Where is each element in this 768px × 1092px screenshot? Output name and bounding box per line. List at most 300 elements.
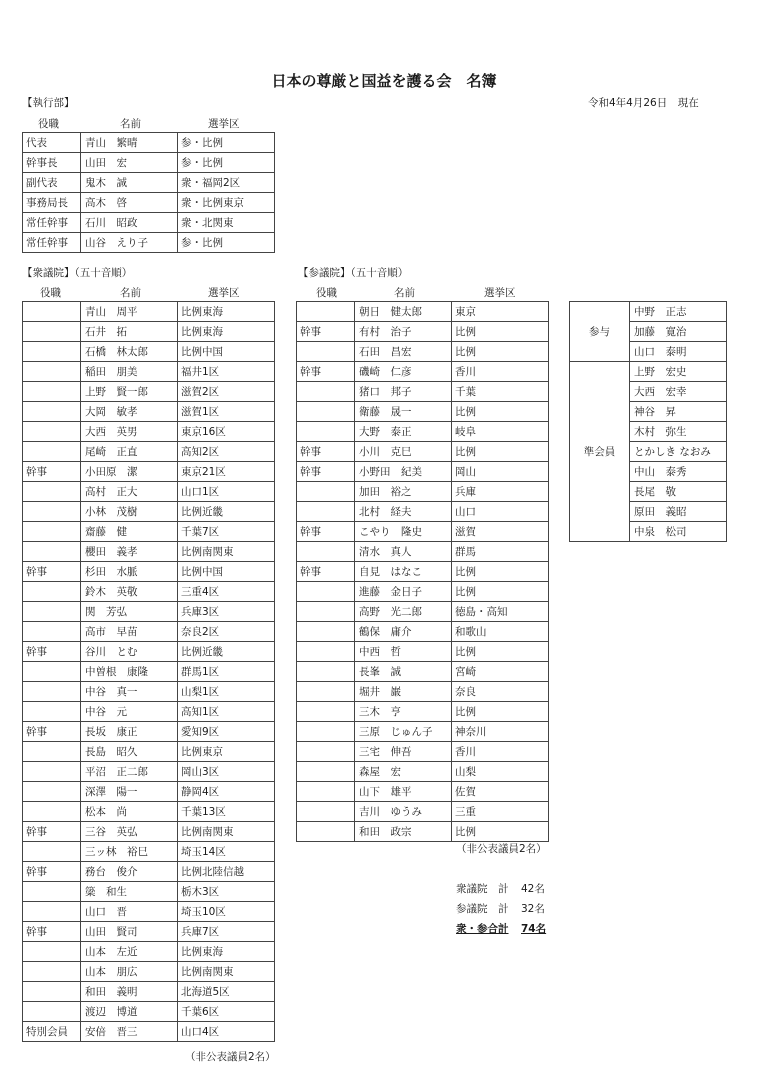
shugiin-row	[23, 742, 275, 762]
shugiin-row	[23, 702, 275, 722]
shugiin-section-label: 【衆議院】（五十音順）	[22, 267, 133, 279]
sangiin-name-cell: 猪口 邦子	[355, 382, 452, 402]
shugiin-district-cell: 三重4区	[178, 582, 275, 602]
shugiin-table	[22, 301, 275, 1042]
shugiin-district-cell: 山口4区	[178, 1022, 275, 1042]
shugiin-header-name: 名前	[120, 287, 141, 299]
shugiin-row	[23, 882, 275, 902]
shugiin-row	[23, 562, 275, 582]
shugiin-name-cell: 中谷 元	[81, 702, 178, 722]
exec-district-cell: 参・比例	[178, 153, 275, 173]
sangiin-name-cell: 加田 裕之	[355, 482, 452, 502]
junkaiin-name-cell: 中泉 松司	[630, 522, 727, 542]
shugiin-district-cell: 比例東京	[178, 742, 275, 762]
sangiin-row	[297, 762, 549, 782]
sangiin-name-cell: 山下 雄平	[355, 782, 452, 802]
shugiin-role-cell	[23, 902, 81, 922]
sangiin-name-cell: 朝日 健太郎	[355, 302, 452, 322]
shugiin-role-cell: 特別会員	[23, 1022, 81, 1042]
sangiin-district-cell: 比例	[452, 562, 549, 582]
sangiin-name-cell: こやり 隆史	[355, 522, 452, 542]
exec-role-cell: 常任幹事	[23, 233, 81, 253]
sangiin-district-cell: 岡山	[452, 462, 549, 482]
sangiin-name-cell: 吉川 ゆうみ	[355, 802, 452, 822]
shugiin-name-cell: 小田原 潔	[81, 462, 178, 482]
sanyo-junkaiin-table	[569, 301, 727, 542]
sanyo-name-cell: 中野 正志	[630, 302, 727, 322]
shugiin-row	[23, 382, 275, 402]
shugiin-district-cell: 北海道5区	[178, 982, 275, 1002]
shugiin-row	[23, 1002, 275, 1022]
junkaiin-role-cell: 準会員	[570, 362, 630, 542]
shugiin-role-cell: 幹事	[23, 722, 81, 742]
shugiin-role-cell	[23, 542, 81, 562]
junkaiin-name-cell: 上野 宏史	[630, 362, 727, 382]
sangiin-district-cell: 奈良	[452, 682, 549, 702]
exec-table	[22, 132, 275, 253]
sangiin-row	[297, 362, 549, 382]
shugiin-role-cell: 幹事	[23, 462, 81, 482]
shugiin-district-cell: 千葉13区	[178, 802, 275, 822]
shugiin-row	[23, 722, 275, 742]
exec-name-cell: 鬼木 誠	[81, 173, 178, 193]
shugiin-row	[23, 642, 275, 662]
shugiin-row	[23, 542, 275, 562]
shugiin-district-cell: 静岡4区	[178, 782, 275, 802]
exec-role-cell: 事務局長	[23, 193, 81, 213]
shugiin-name-cell: 山本 左近	[81, 942, 178, 962]
shugiin-name-cell: 三谷 英弘	[81, 822, 178, 842]
shugiin-district-cell: 埼玉10区	[178, 902, 275, 922]
exec-district-cell: 衆・福岡2区	[178, 173, 275, 193]
sangiin-name-cell: 大野 泰正	[355, 422, 452, 442]
sangiin-name-cell: 長峯 誠	[355, 662, 452, 682]
shugiin-role-cell: 幹事	[23, 922, 81, 942]
shugiin-row	[23, 342, 275, 362]
sangiin-row	[297, 802, 549, 822]
shugiin-district-cell: 兵庫3区	[178, 602, 275, 622]
sangiin-name-cell: 石田 昌宏	[355, 342, 452, 362]
shugiin-row	[23, 962, 275, 982]
shugiin-district-cell: 滋賀2区	[178, 382, 275, 402]
shugiin-row	[23, 462, 275, 482]
shugiin-name-cell: 大西 英男	[81, 422, 178, 442]
sangiin-name-cell: 磯崎 仁彦	[355, 362, 452, 382]
sangiin-table	[296, 301, 549, 842]
shugiin-name-cell: 山口 晋	[81, 902, 178, 922]
shugiin-name-cell: 簗 和生	[81, 882, 178, 902]
shugiin-role-cell: 幹事	[23, 642, 81, 662]
sangiin-row	[297, 682, 549, 702]
shugiin-name-cell: 鈴木 英敬	[81, 582, 178, 602]
sangiin-district-cell: 香川	[452, 362, 549, 382]
sangiin-name-cell: 森屋 宏	[355, 762, 452, 782]
shugiin-name-cell: 石橋 林太郎	[81, 342, 178, 362]
sanyo-role-cell: 参与	[570, 302, 630, 362]
shugiin-district-cell: 比例東海	[178, 942, 275, 962]
shugiin-name-cell: 石井 拓	[81, 322, 178, 342]
shugiin-role-cell	[23, 402, 81, 422]
shugiin-name-cell: 山田 賢司	[81, 922, 178, 942]
shugiin-district-cell: 比例近畿	[178, 642, 275, 662]
shugiin-district-cell: 埼玉14区	[178, 842, 275, 862]
sangiin-row	[297, 542, 549, 562]
shugiin-role-cell	[23, 322, 81, 342]
shugiin-name-cell: 長島 昭久	[81, 742, 178, 762]
sangiin-name-cell: 北村 経夫	[355, 502, 452, 522]
shugiin-role-cell	[23, 602, 81, 622]
shugiin-name-cell: 上野 賢一郎	[81, 382, 178, 402]
sangiin-district-cell: 香川	[452, 742, 549, 762]
shugiin-role-cell	[23, 582, 81, 602]
page-title: 日本の尊厳と国益を護る会 名簿	[271, 72, 497, 90]
shugiin-name-cell: 青山 周平	[81, 302, 178, 322]
exec-district-cell: 参・比例	[178, 133, 275, 153]
shugiin-row	[23, 802, 275, 822]
exec-district-cell: 衆・比例東京	[178, 193, 275, 213]
shugiin-role-cell	[23, 782, 81, 802]
shugiin-district-cell: 奈良2区	[178, 622, 275, 642]
shugiin-name-cell: 松本 尚	[81, 802, 178, 822]
sangiin-row	[297, 642, 549, 662]
shugiin-row	[23, 362, 275, 382]
shugiin-district-cell: 山口1区	[178, 482, 275, 502]
shugiin-name-cell: 山本 朋広	[81, 962, 178, 982]
sangiin-role-cell	[297, 482, 355, 502]
shugiin-district-cell: 比例東海	[178, 302, 275, 322]
shugiin-district-cell: 比例南関東	[178, 962, 275, 982]
shugiin-row	[23, 522, 275, 542]
shugiin-district-cell: 東京21区	[178, 462, 275, 482]
sangiin-district-cell: 比例	[452, 322, 549, 342]
sangiin-row	[297, 422, 549, 442]
sangiin-role-cell	[297, 722, 355, 742]
shugiin-role-cell: 幹事	[23, 562, 81, 582]
shugiin-row	[23, 622, 275, 642]
exec-row	[23, 213, 275, 233]
exec-row	[23, 233, 275, 253]
shugiin-district-cell: 福井1区	[178, 362, 275, 382]
shugiin-role-cell: 幹事	[23, 862, 81, 882]
sangiin-row	[297, 502, 549, 522]
shugiin-name-cell: 大岡 敏孝	[81, 402, 178, 422]
exec-header-name: 名前	[120, 118, 141, 130]
sangiin-row	[297, 622, 549, 642]
shugiin-row	[23, 842, 275, 862]
sangiin-district-cell: 宮崎	[452, 662, 549, 682]
shugiin-district-cell: 比例近畿	[178, 502, 275, 522]
shugiin-district-cell: 比例東海	[178, 322, 275, 342]
sangiin-role-cell	[297, 622, 355, 642]
sangiin-note: （非公表議員2名）	[456, 843, 547, 855]
sangiin-district-cell: 比例	[452, 582, 549, 602]
sangiin-role-cell	[297, 662, 355, 682]
sangiin-district-cell: 比例	[452, 342, 549, 362]
sangiin-row	[297, 722, 549, 742]
shugiin-role-cell	[23, 762, 81, 782]
shugiin-name-cell: 尾崎 正直	[81, 442, 178, 462]
sangiin-role-cell	[297, 422, 355, 442]
exec-row	[23, 173, 275, 193]
shugiin-row	[23, 422, 275, 442]
exec-name-cell: 青山 繁晴	[81, 133, 178, 153]
sangiin-district-cell: 徳島・高知	[452, 602, 549, 622]
shugiin-district-cell: 栃木3区	[178, 882, 275, 902]
sangiin-row	[297, 302, 549, 322]
sangiin-row	[297, 562, 549, 582]
shugiin-name-cell: 齋藤 健	[81, 522, 178, 542]
shugiin-name-cell: 関 芳弘	[81, 602, 178, 622]
exec-district-cell: 衆・北関東	[178, 213, 275, 233]
sangiin-row	[297, 402, 549, 422]
sangiin-header-name: 名前	[394, 287, 415, 299]
shugiin-name-cell: 長坂 康正	[81, 722, 178, 742]
shugiin-role-cell	[23, 682, 81, 702]
shugiin-name-cell: 深澤 陽一	[81, 782, 178, 802]
sangiin-district-cell: 滋賀	[452, 522, 549, 542]
exec-role-cell: 幹事長	[23, 153, 81, 173]
sangiin-name-cell: 和田 政宗	[355, 822, 452, 842]
sangiin-role-cell	[297, 342, 355, 362]
sangiin-role-cell: 幹事	[297, 322, 355, 342]
shugiin-role-cell	[23, 502, 81, 522]
exec-role-cell: 副代表	[23, 173, 81, 193]
sangiin-name-cell: 三木 亨	[355, 702, 452, 722]
sangiin-district-cell: 東京	[452, 302, 549, 322]
sangiin-role-cell	[297, 822, 355, 842]
sangiin-role-cell: 幹事	[297, 522, 355, 542]
shugiin-district-cell: 比例中国	[178, 342, 275, 362]
shugiin-header-role: 役職	[40, 287, 61, 299]
sangiin-row	[297, 582, 549, 602]
sangiin-district-cell: 千葉	[452, 382, 549, 402]
exec-section-label: 【執行部】	[22, 97, 75, 109]
shugiin-role-cell	[23, 702, 81, 722]
shugiin-role-cell	[23, 662, 81, 682]
sangiin-row	[297, 602, 549, 622]
shugiin-district-cell: 滋賀1区	[178, 402, 275, 422]
exec-row	[23, 153, 275, 173]
shugiin-district-cell: 岡山3区	[178, 762, 275, 782]
shugiin-role-cell	[23, 302, 81, 322]
exec-name-cell: 山田 宏	[81, 153, 178, 173]
sangiin-role-cell	[297, 742, 355, 762]
shugiin-row	[23, 662, 275, 682]
sangiin-name-cell: 自見 はなこ	[355, 562, 452, 582]
shugiin-name-cell: 平沼 正二郎	[81, 762, 178, 782]
sangiin-role-cell	[297, 762, 355, 782]
shugiin-row	[23, 902, 275, 922]
shugiin-district-cell: 愛知9区	[178, 722, 275, 742]
sangiin-district-cell: 和歌山	[452, 622, 549, 642]
shugiin-row	[23, 782, 275, 802]
exec-name-cell: 石川 昭政	[81, 213, 178, 233]
sangiin-role-cell	[297, 302, 355, 322]
junkaiin-name-cell: 木村 弥生	[630, 422, 727, 442]
exec-role-cell: 常任幹事	[23, 213, 81, 233]
shugiin-row	[23, 942, 275, 962]
shugiin-name-cell: 谷川 とむ	[81, 642, 178, 662]
shugiin-district-cell: 千葉7区	[178, 522, 275, 542]
exec-row	[23, 133, 275, 153]
sangiin-role-cell: 幹事	[297, 462, 355, 482]
shugiin-name-cell: 杉田 水脈	[81, 562, 178, 582]
shugiin-name-cell: 高村 正大	[81, 482, 178, 502]
sanyo-name-cell: 加藤 寛治	[630, 322, 727, 342]
shugiin-name-cell: 三ッ林 裕巳	[81, 842, 178, 862]
shugiin-row	[23, 862, 275, 882]
shugiin-district-cell: 山梨1区	[178, 682, 275, 702]
sangiin-name-cell: 進藤 金日子	[355, 582, 452, 602]
shugiin-row	[23, 982, 275, 1002]
sangiin-district-cell: 比例	[452, 822, 549, 842]
sanyo-row	[570, 302, 727, 322]
shugiin-name-cell: 渡辺 博道	[81, 1002, 178, 1022]
shugiin-name-cell: 小林 茂樹	[81, 502, 178, 522]
shugiin-row	[23, 482, 275, 502]
total-shugiin-label: 衆議院 計	[456, 883, 509, 895]
sangiin-role-cell	[297, 402, 355, 422]
exec-name-cell: 山谷 えり子	[81, 233, 178, 253]
sangiin-name-cell: 堀井 巌	[355, 682, 452, 702]
shugiin-role-cell	[23, 1002, 81, 1022]
shugiin-district-cell: 群馬1区	[178, 662, 275, 682]
shugiin-row	[23, 682, 275, 702]
exec-header-role: 役職	[38, 118, 59, 130]
total-sangiin-value: 32名	[521, 903, 545, 915]
total-shugiin-value: 42名	[521, 883, 545, 895]
sangiin-role-cell	[297, 542, 355, 562]
shugiin-row	[23, 402, 275, 422]
as-of-date: 令和4年4月26日 現在	[588, 97, 699, 109]
sangiin-role-cell	[297, 802, 355, 822]
shugiin-role-cell	[23, 482, 81, 502]
sangiin-name-cell: 三原 じゅん子	[355, 722, 452, 742]
sangiin-name-cell: 三宅 伸吾	[355, 742, 452, 762]
sangiin-role-cell	[297, 382, 355, 402]
shugiin-role-cell	[23, 442, 81, 462]
sangiin-name-cell: 鶴保 庸介	[355, 622, 452, 642]
shugiin-role-cell	[23, 802, 81, 822]
shugiin-district-cell: 兵庫7区	[178, 922, 275, 942]
shugiin-district-cell: 高知1区	[178, 702, 275, 722]
exec-name-cell: 高木 啓	[81, 193, 178, 213]
shugiin-role-cell	[23, 882, 81, 902]
shugiin-district-cell: 比例南関東	[178, 542, 275, 562]
sangiin-row	[297, 662, 549, 682]
shugiin-row	[23, 602, 275, 622]
shugiin-district-cell: 高知2区	[178, 442, 275, 462]
sangiin-name-cell: 中西 哲	[355, 642, 452, 662]
sangiin-district-cell: 佐賀	[452, 782, 549, 802]
total-sangiin-label: 参議院 計	[456, 903, 509, 915]
total-combined-label: 衆・参合計	[456, 923, 509, 935]
sangiin-row	[297, 742, 549, 762]
shugiin-role-cell	[23, 962, 81, 982]
shugiin-role-cell: 幹事	[23, 822, 81, 842]
junkaiin-name-cell: 長尾 敬	[630, 482, 727, 502]
shugiin-name-cell: 和田 義明	[81, 982, 178, 1002]
sangiin-role-cell	[297, 602, 355, 622]
sangiin-row	[297, 822, 549, 842]
sangiin-row	[297, 382, 549, 402]
sangiin-role-cell	[297, 582, 355, 602]
shugiin-role-cell	[23, 342, 81, 362]
sangiin-role-cell	[297, 642, 355, 662]
sangiin-district-cell: 群馬	[452, 542, 549, 562]
sangiin-header-district: 選挙区	[484, 287, 516, 299]
total-combined-value: 74名	[521, 923, 547, 935]
sangiin-name-cell: 有村 治子	[355, 322, 452, 342]
sangiin-name-cell: 衛藤 晟一	[355, 402, 452, 422]
sangiin-district-cell: 山口	[452, 502, 549, 522]
shugiin-row	[23, 302, 275, 322]
exec-header-district: 選挙区	[208, 118, 240, 130]
shugiin-name-cell: 高市 早苗	[81, 622, 178, 642]
sangiin-name-cell: 清水 真人	[355, 542, 452, 562]
sangiin-district-cell: 比例	[452, 702, 549, 722]
shugiin-district-cell: 東京16区	[178, 422, 275, 442]
sangiin-district-cell: 兵庫	[452, 482, 549, 502]
sangiin-row	[297, 442, 549, 462]
shugiin-name-cell: 安倍 晋三	[81, 1022, 178, 1042]
shugiin-role-cell	[23, 842, 81, 862]
sangiin-name-cell: 小川 克巳	[355, 442, 452, 462]
shugiin-role-cell	[23, 422, 81, 442]
exec-district-cell: 参・比例	[178, 233, 275, 253]
shugiin-name-cell: 中谷 真一	[81, 682, 178, 702]
shugiin-row	[23, 762, 275, 782]
sangiin-role-cell	[297, 782, 355, 802]
shugiin-row	[23, 822, 275, 842]
sangiin-district-cell: 比例	[452, 402, 549, 422]
sangiin-name-cell: 小野田 紀美	[355, 462, 452, 482]
shugiin-role-cell	[23, 382, 81, 402]
exec-role-cell: 代表	[23, 133, 81, 153]
shugiin-row	[23, 1022, 275, 1042]
sangiin-section-label: 【参議院】（五十音順）	[298, 267, 409, 279]
junkaiin-name-cell: 中山 泰秀	[630, 462, 727, 482]
junkaiin-row	[570, 362, 727, 382]
exec-row	[23, 193, 275, 213]
sangiin-role-cell	[297, 502, 355, 522]
shugiin-name-cell: 中曽根 康隆	[81, 662, 178, 682]
sanyo-name-cell: 山口 泰明	[630, 342, 727, 362]
sangiin-role-cell: 幹事	[297, 562, 355, 582]
shugiin-role-cell	[23, 522, 81, 542]
sangiin-role-cell: 幹事	[297, 442, 355, 462]
shugiin-role-cell	[23, 742, 81, 762]
junkaiin-name-cell: 大西 宏幸	[630, 382, 727, 402]
sangiin-row	[297, 702, 549, 722]
sangiin-name-cell: 高野 光二郎	[355, 602, 452, 622]
shugiin-row	[23, 582, 275, 602]
shugiin-district-cell: 比例北陸信越	[178, 862, 275, 882]
shugiin-note: （非公表議員2名）	[185, 1051, 276, 1063]
sangiin-row	[297, 342, 549, 362]
shugiin-header-district: 選挙区	[208, 287, 240, 299]
sangiin-row	[297, 322, 549, 342]
shugiin-role-cell	[23, 982, 81, 1002]
sangiin-district-cell: 岐阜	[452, 422, 549, 442]
sangiin-district-cell: 比例	[452, 642, 549, 662]
shugiin-name-cell: 櫻田 義孝	[81, 542, 178, 562]
shugiin-district-cell: 比例中国	[178, 562, 275, 582]
shugiin-role-cell	[23, 942, 81, 962]
sangiin-header-role: 役職	[316, 287, 337, 299]
sangiin-district-cell: 神奈川	[452, 722, 549, 742]
sangiin-role-cell	[297, 682, 355, 702]
